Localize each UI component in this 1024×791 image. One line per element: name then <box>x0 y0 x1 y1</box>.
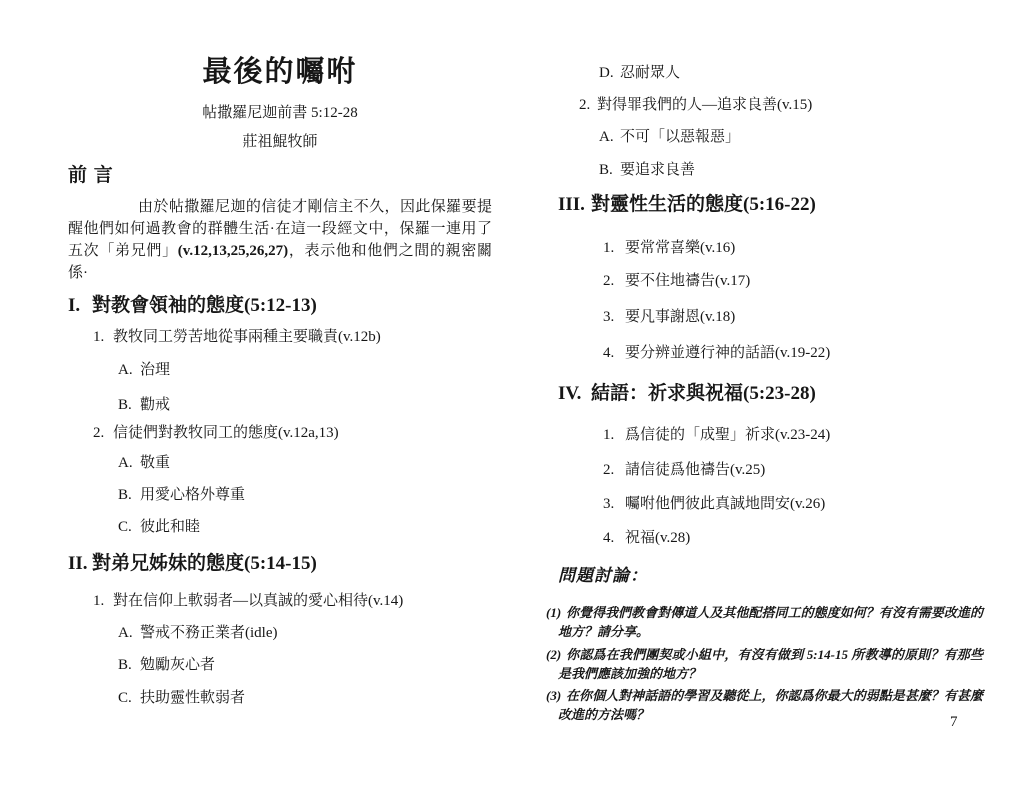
intro-heading: 前 言 <box>68 165 114 186</box>
outline-item <box>603 528 983 548</box>
outline-subitem <box>118 517 492 537</box>
outline-item <box>603 307 983 327</box>
item-text: 勉勵灰心者 <box>140 657 216 673</box>
item-text: 要凡事謝恩(v.18) <box>625 309 736 325</box>
outline-item <box>603 238 983 258</box>
intro-text-2: ，表示他和他們之間的親密關係· <box>68 243 492 281</box>
question-marker: (3) <box>546 688 562 703</box>
item-text: 對得罪我們的人—追求良善(v.15) <box>597 97 813 113</box>
item-text: 用愛心格外尊重 <box>140 487 246 503</box>
item-text: 勸戒 <box>140 397 171 413</box>
discussion-heading: 問題討論： <box>558 566 648 585</box>
item-marker: 2. <box>93 425 105 441</box>
outline-item <box>603 425 983 445</box>
item-text: 扶助靈性軟弱者 <box>140 690 246 706</box>
author-name: 莊祖鯤牧師 <box>242 134 318 150</box>
outline-subitem <box>118 360 492 380</box>
outline-subitem <box>599 63 983 83</box>
outline-subitem <box>118 655 492 675</box>
item-marker: C. <box>118 690 132 706</box>
outline-item <box>93 423 492 443</box>
discussion-question <box>546 686 983 724</box>
intro-paragraph <box>68 196 492 284</box>
item-marker: C. <box>118 519 132 535</box>
outline-item <box>603 343 983 363</box>
outline-item <box>93 327 492 347</box>
item-marker: B. <box>118 657 132 673</box>
item-marker: 3. <box>603 309 615 325</box>
item-text: 信徒們對教牧同工的態度(v.12a,13) <box>113 425 339 441</box>
section-title: 對教會領袖的態度(5:12-13) <box>92 295 317 316</box>
intro-verse-ref: (v.12,13,25,26,27) <box>177 243 289 259</box>
item-text: 要常常喜樂(v.16) <box>625 240 736 256</box>
outline-item <box>603 494 983 514</box>
outline-item <box>93 591 492 611</box>
item-marker: A. <box>118 362 133 378</box>
item-marker: 1. <box>603 427 615 443</box>
outline-item <box>603 460 983 480</box>
document-title: 最後的囑咐 <box>202 56 358 88</box>
item-text: 囑咐他們彼此真誠地問安(v.26) <box>625 496 826 512</box>
item-marker: A. <box>599 129 614 145</box>
item-text: 爲信徒的「成聖」祈求(v.23-24) <box>625 427 831 443</box>
item-marker: D. <box>599 65 614 81</box>
section-marker: I. <box>68 295 81 316</box>
section-marker: III. <box>558 194 585 215</box>
question-text: 你覺得我們教會對傳道人及其他配搭同工的態度如何？有沒有需要改進的地方？請分享。 <box>558 605 983 639</box>
item-text: 警戒不務正業者(idle) <box>140 625 278 641</box>
item-text: 教牧同工勞苦地從事兩種主要職責(v.12b) <box>113 329 381 345</box>
section-title: 結語：祈求與祝福(5:23-28) <box>591 383 816 404</box>
right-column <box>546 63 983 724</box>
outline-subitem <box>118 395 492 415</box>
intro-text-1: 由於帖撒羅尼迦的信徒才剛信主不久，因此保羅要提醒他們如何過教會的群體生活·在這一段經文中，保羅一連用了五次「弟兄們」 <box>68 199 492 259</box>
item-marker: 2. <box>603 273 615 289</box>
item-marker: B. <box>599 162 613 178</box>
item-marker: 1. <box>93 593 105 609</box>
item-text: 治理 <box>140 362 171 378</box>
question-text: 在你個人對神話語的學習及聽從上，你認爲你最大的弱點是甚麼？有甚麼改進的方法嗎？ <box>558 688 983 722</box>
outline-subitem <box>118 623 492 643</box>
outline-subitem <box>118 453 492 473</box>
item-marker: A. <box>118 455 133 471</box>
item-marker: 1. <box>93 329 105 345</box>
item-text: 請信徒爲他禱告(v.25) <box>625 462 766 478</box>
item-marker: A. <box>118 625 133 641</box>
item-marker: 1. <box>603 240 615 256</box>
section-heading-3 <box>558 193 983 217</box>
scripture-reference: 帖撒羅尼迦前書 5:12-28 <box>202 105 358 121</box>
item-marker: 2. <box>579 97 591 113</box>
left-column <box>68 55 492 708</box>
item-marker: 3. <box>603 496 615 512</box>
item-text: 彼此和睦 <box>140 519 201 535</box>
item-marker: 4. <box>603 345 615 361</box>
outline-item <box>603 271 983 291</box>
item-text: 不可「以惡報惡」 <box>620 129 741 145</box>
section-heading-4 <box>558 382 983 406</box>
item-marker: 2. <box>603 462 615 478</box>
item-text: 敬重 <box>140 455 171 471</box>
item-text: 忍耐眾人 <box>620 65 681 81</box>
item-text: 要分辨並遵行神的話語(v.19-22) <box>625 345 831 361</box>
outline-subitem <box>599 127 983 147</box>
item-text: 要不住地禱告(v.17) <box>625 273 751 289</box>
question-marker: (2) <box>546 647 562 662</box>
section-marker: II. <box>68 553 88 574</box>
section-title: 對靈性生活的態度(5:16-22) <box>591 194 816 215</box>
outline-item <box>579 95 983 115</box>
item-text: 對在信仰上軟弱者—以真誠的愛心相待(v.14) <box>113 593 404 609</box>
discussion-question <box>546 645 983 683</box>
item-text: 祝福(v.28) <box>625 530 691 546</box>
section-title: 對弟兄姊妹的態度(5:14-15) <box>92 553 317 574</box>
question-marker: (1) <box>546 605 562 620</box>
outline-subitem <box>599 160 983 180</box>
section-heading-2 <box>68 552 492 576</box>
page-number: 7 <box>950 714 958 730</box>
item-marker: 4. <box>603 530 615 546</box>
outline-subitem <box>118 485 492 505</box>
section-marker: IV. <box>558 383 582 404</box>
section-heading-1 <box>68 294 492 318</box>
question-text: 你認爲在我們團契或小組中，有沒有做到 5:14-15 所教導的原則？有那些是我們應該加強的地方？ <box>558 647 983 681</box>
item-marker: B. <box>118 487 132 503</box>
item-text: 要追求良善 <box>620 162 696 178</box>
item-marker: B. <box>118 397 132 413</box>
outline-subitem <box>118 688 492 708</box>
discussion-question <box>546 603 983 641</box>
